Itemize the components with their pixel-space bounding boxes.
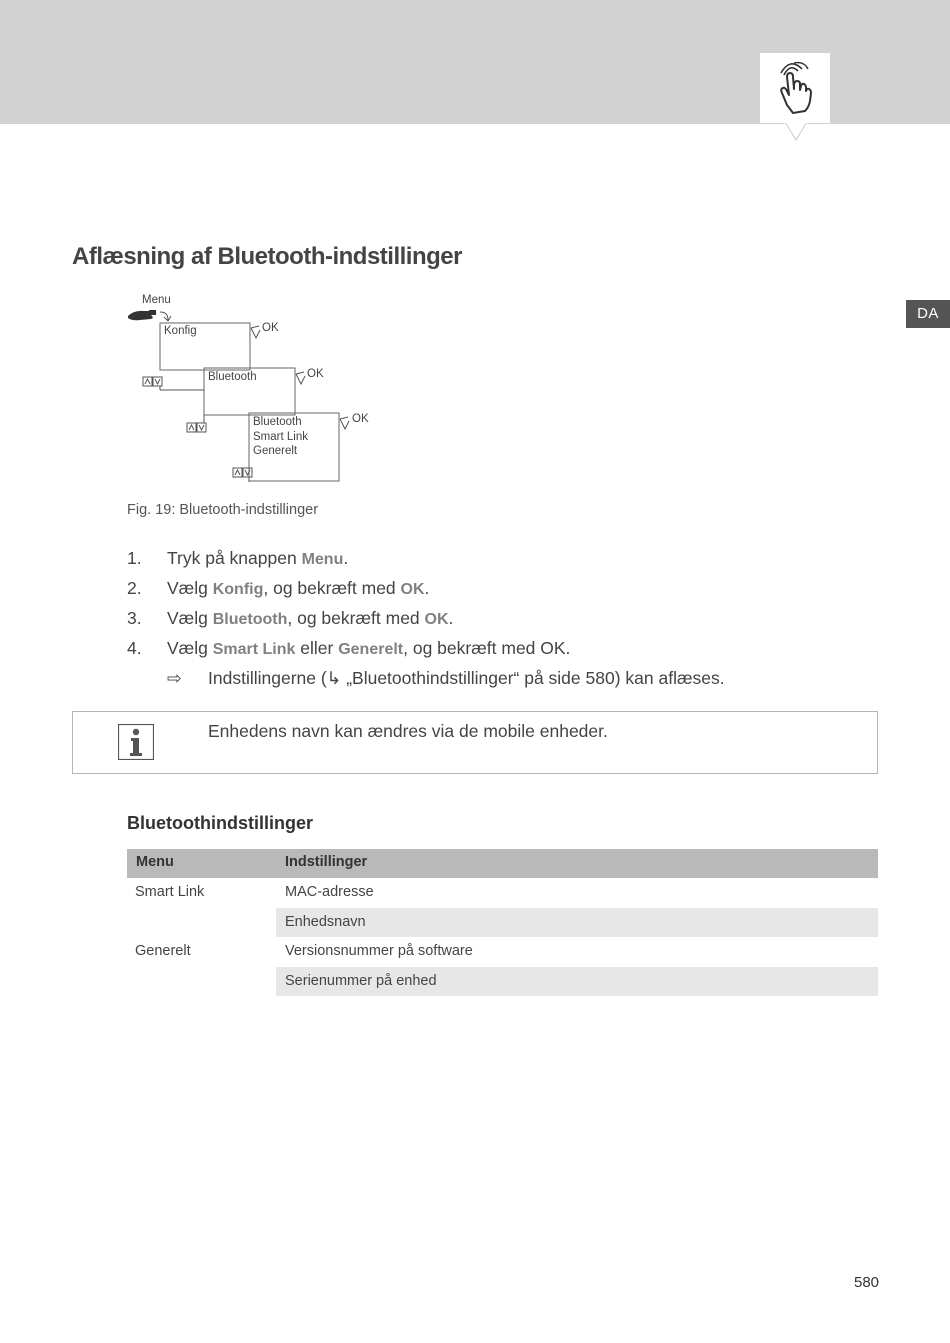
language-tab: DA	[906, 300, 950, 328]
step-number: 3.	[127, 608, 142, 628]
menu-arrow-icon	[160, 312, 171, 321]
step-item	[127, 576, 887, 606]
setting-cell: Serienummer på enhed	[276, 967, 878, 997]
menu-cell: Generelt	[135, 943, 191, 959]
figure-caption: Fig. 19: Bluetooth-indstillinger	[127, 502, 319, 518]
table-row	[127, 878, 878, 908]
step-number: 1.	[127, 548, 142, 568]
hand-pointer-icon	[128, 310, 156, 320]
up-down-icon-1	[143, 377, 204, 390]
menu-diagram	[120, 290, 380, 490]
section-title: Bluetoothindstillinger	[127, 813, 313, 833]
up-down-icon-2	[187, 415, 206, 432]
step-text: Vælg Smart Link eller Generelt, og bekræft med OK.	[167, 638, 571, 658]
step-text: Vælg Konfig, og bekræft med OK.	[167, 578, 430, 598]
cross-reference-link[interactable]: „Bluetoothindstillinger“ på side 580) kan aflæses.	[341, 668, 725, 688]
result-arrow-icon: ⇨	[167, 668, 182, 688]
bluetooth-label: Bluetooth	[208, 371, 257, 383]
step-item	[127, 546, 887, 576]
step-text: Vælg Bluetooth, og bekræft med OK.	[167, 608, 454, 628]
note-text: Enhedens navn kan ændres via de mobile enheder.	[208, 721, 608, 741]
step-item	[127, 606, 887, 636]
submenu-item-bluetooth: Bluetooth	[253, 416, 302, 428]
info-icon	[118, 724, 154, 760]
table-header	[127, 849, 878, 878]
table-row	[127, 908, 878, 938]
konfig-label: Konfig	[164, 325, 197, 337]
table-row	[127, 967, 878, 997]
ok-label-3: OK	[352, 413, 369, 425]
menu-cell: Smart Link	[135, 884, 205, 900]
step-number: 2.	[127, 578, 142, 598]
callout-pointer	[785, 122, 807, 142]
column-header-menu: Menu	[136, 854, 174, 870]
touch-hand-icon	[760, 53, 830, 123]
table-row	[127, 937, 878, 967]
column-header-settings: Indstillinger	[285, 854, 368, 870]
menu-label: Menu	[142, 294, 171, 306]
page-title: Aflæsning af Bluetooth-indstillinger	[72, 243, 462, 270]
submenu-item-smart-link: Smart Link	[253, 430, 308, 443]
page-number: 580	[854, 1274, 880, 1291]
info-note	[72, 711, 878, 774]
setting-cell: Enhedsnavn	[276, 908, 878, 938]
ok-label-1: OK	[262, 322, 279, 334]
setting-cell: Versionsnummer på software	[285, 943, 473, 959]
step-item	[127, 636, 887, 666]
settings-table	[127, 849, 878, 996]
ok-arrow-icon-2	[296, 372, 305, 384]
ok-arrow-icon-1	[251, 326, 260, 338]
step-text: Tryk på knappen Menu.	[167, 548, 349, 568]
steps-list	[127, 546, 887, 696]
ok-arrow-icon-3	[340, 417, 349, 429]
submenu-item-generelt: Generelt	[253, 445, 298, 457]
cross-reference-icon: ↳	[326, 668, 342, 688]
setting-cell: MAC-adresse	[285, 884, 374, 900]
ok-label-2: OK	[307, 368, 324, 380]
result-line	[127, 666, 887, 696]
result-text: Indstillingerne (↳ „Bluetoothindstillinger“ på side 580) kan aflæses.	[208, 668, 725, 688]
diagram-lines	[120, 290, 380, 490]
step-number: 4.	[127, 638, 142, 658]
